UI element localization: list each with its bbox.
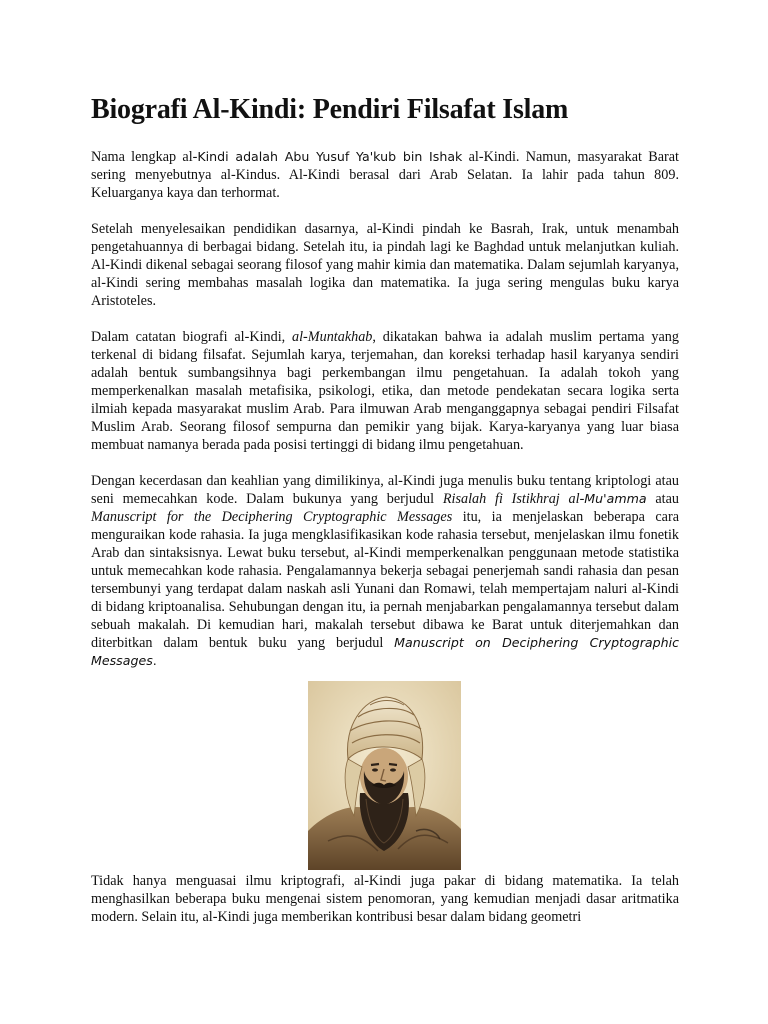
portrait-image	[308, 681, 461, 870]
document-body	[91, 92, 679, 688]
paragraph-3-part-b: al-Muntakhab	[292, 329, 373, 345]
paragraph-1-part-a: Nama lengkap al-	[91, 149, 198, 165]
paragraph-4-part-b: Risalah fi Istikhraj al-	[442, 491, 585, 507]
portrait-of-al-kindi-icon	[308, 681, 461, 870]
paragraph-4	[91, 472, 679, 670]
document-body-continued	[91, 872, 679, 944]
paragraph-4-part-d: atau	[646, 491, 679, 507]
paragraph-3-part-c: , dikatakan bahwa ia adalah muslim pertama yang terkenal di bidang filsafat. Sejumlah karya, terjemahan, dan koreksi terhadap hasil karyanya sendiri adalah bentuk sumbangsihnya bagi perkembangan ilmu pengetahuan. Ia adalah tokoh yang memperkenalkan masalah metafisika, psikologi, etika, dan metode pendekatan secara logika serta ilmiah kepada masyarakat muslim Arab. Para ilmuwan Arab menganggapnya sebagai pendiri Filsafat Muslim Arab. Seorang filosof sempurna dan pemikir yang bijak. Karya-karyanya yang luar biasa membuat namanya berada pada posisi tertinggi di bidang ilmu pengetahuan.	[91, 329, 679, 453]
paragraph-4-part-f: itu, ia menjelaskan beberapa cara menguraikan kode rahasia. Ia juga mengklasifikasikan kode rahasia tersebut, menjelaskan ilmu fonetik Arab dan sintaksisnya. Lewat buku tersebut, al-Kindi memperkenalkan penggunaan metode statistika untuk memecahkan kode rahasia. Pengalamannya bekerja sebagai penerjemah sandi rahasia dan pesan tersembunyi yang terdapat dalam naskah asli Yunani dan Romawi, telah mempertajam naluri al-Kindi di bidang kriptoanalisa. Sehubungan dengan itu, ia pernah menjabarkan pengalamannya tersebut dalam sebuah makalah. Di kemudian hari, makalah tersebut dibawa ke Barat untuk diterjemahkan dan diterbitkan dalam bentuk buku yang berjudul	[91, 509, 680, 651]
paragraph-4-part-g: Manuscript on Deciphering Cryptographic Messages	[91, 635, 679, 668]
paragraph-1-part-b: Kindi adalah Abu Yusuf Ya'kub bin Ishak	[197, 149, 463, 164]
paragraph-2: Setelah menyelesaikan pendidikan dasarnya, al-Kindi pindah ke Basrah, Irak, untuk menambah pengetahuannya di berbagai bidang. Setelah itu, ia pindah lagi ke Baghdad untuk melanjutkan kuliah. Al-Kindi dikenal sebagai seorang filosof yang mahir kimia dan matematika. Dalam sejumlah karyanya, al-Kindi sering membahas masalah logika dan matematika. Ia juga sering mengulas buku karya Aristoteles.	[91, 221, 679, 309]
paragraph-5: Tidak hanya menguasai ilmu kriptografi, al-Kindi juga pakar di bidang matematika. Ia telah menghasilkan beberapa buku mengenai sistem penomoran, yang kemudian menjadi dasar aritmatika modern. Selain itu, al-Kindi juga memberikan kontribusi besar dalam bidang geometri	[91, 873, 679, 925]
paragraph-1-part-c: al-Kindi. Namun, masyarakat Barat sering menyebutnya al-Kindus. Al-Kindi berasal dari Arab Selatan. Ia lahir pada tahun 809. Keluarganya kaya dan terhormat.	[91, 149, 679, 201]
paragraph-4-part-h: .	[152, 653, 157, 668]
paragraph-4-part-e: Manuscript for the Deciphering Cryptographic Messages	[91, 509, 453, 525]
page-title: Biografi Al-Kindi: Pendiri Filsafat Islam	[91, 94, 569, 125]
paragraph-3	[91, 328, 679, 454]
paragraph-1	[91, 148, 679, 202]
paragraph-3-part-a: Dalam catatan biografi al-Kindi,	[91, 329, 293, 345]
paragraph-4-part-c: Mu'amma	[584, 491, 647, 506]
paragraph-4-part-a: Dengan kecerdasan dan keahlian yang dimilikinya, al-Kindi juga menulis buku tentang kriptologi atau seni memecahkan kode. Dalam bukunya yang berjudul	[91, 473, 679, 507]
